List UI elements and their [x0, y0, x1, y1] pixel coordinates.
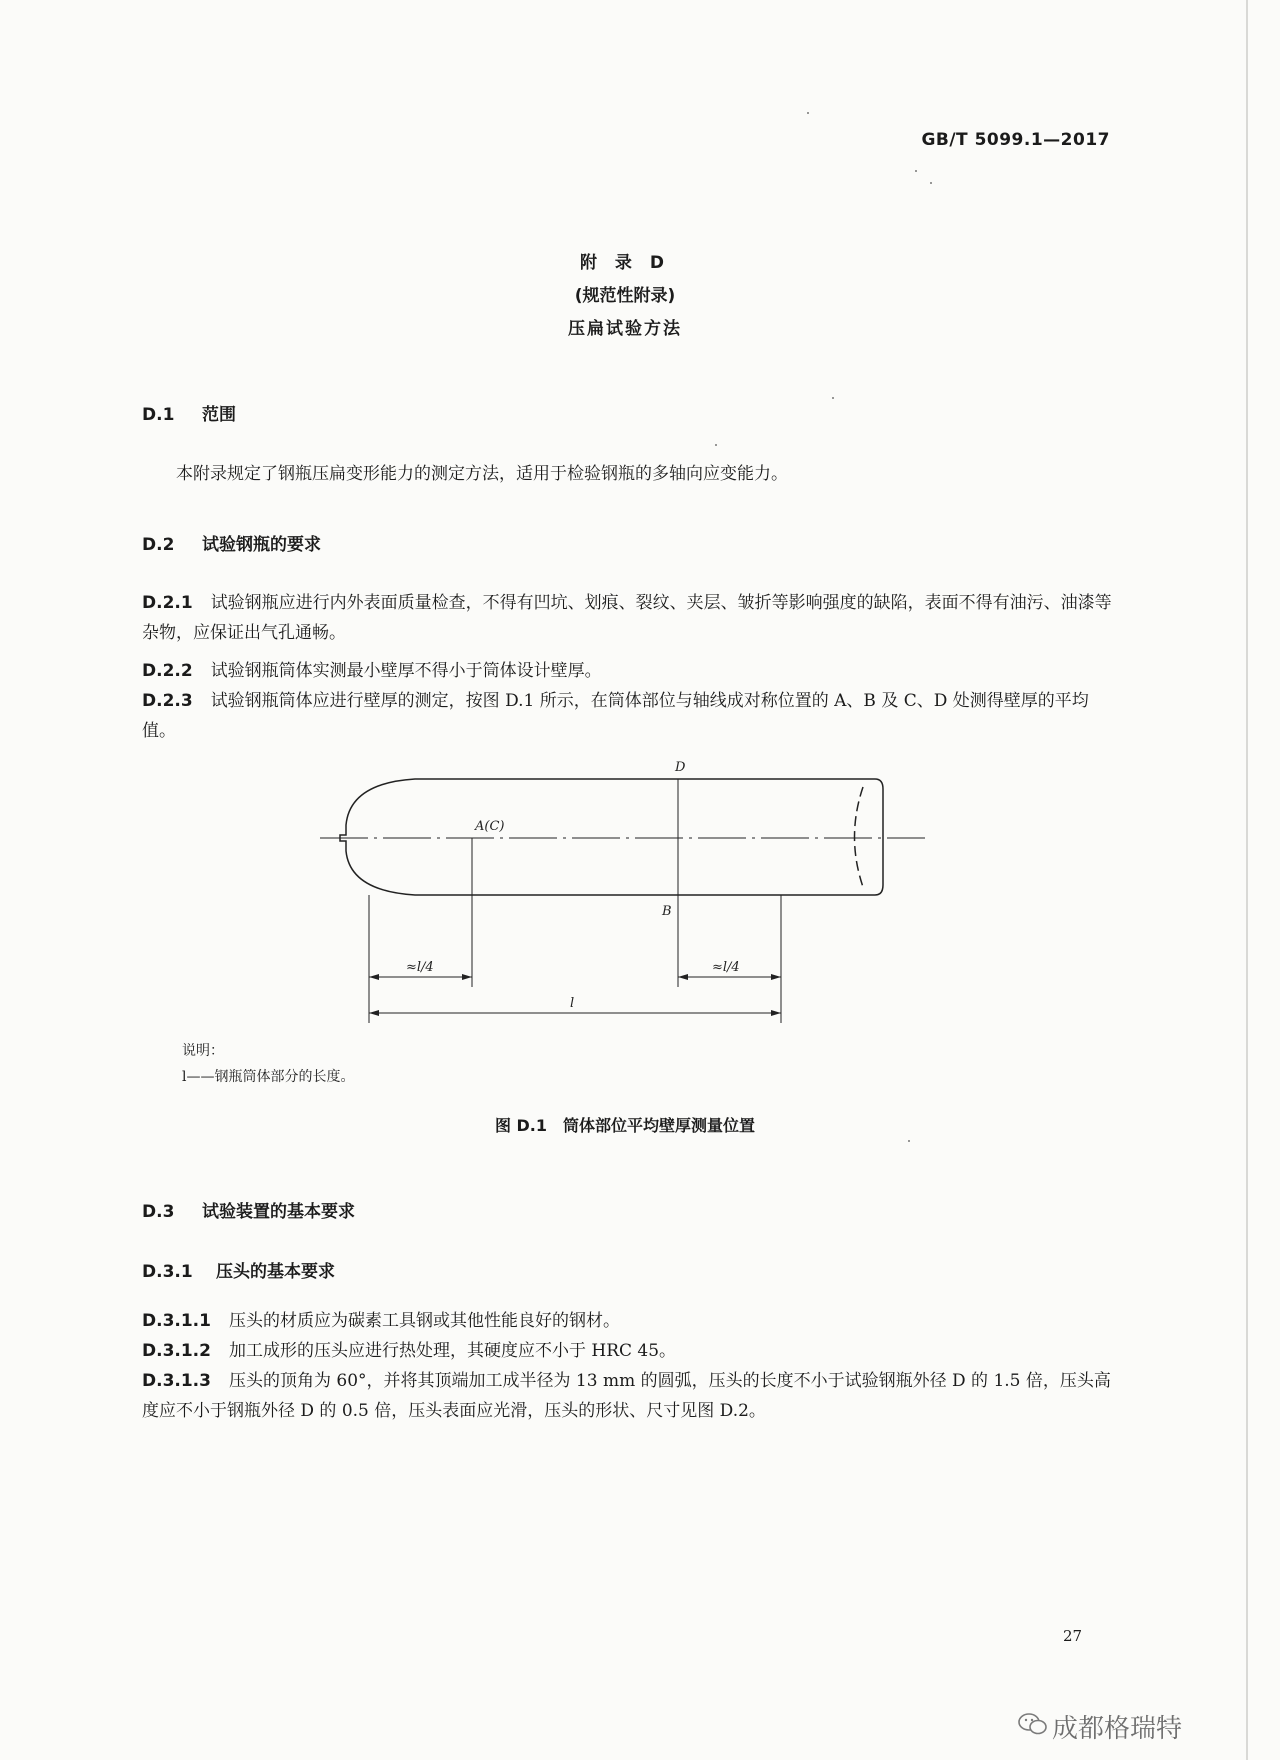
- scan-speck: [915, 170, 917, 172]
- section-number: D.3.1: [142, 1262, 193, 1282]
- label-quarter-left: ≈l/4: [406, 960, 434, 975]
- section-d3-1-heading: [142, 1257, 335, 1282]
- arrow: [462, 974, 472, 980]
- page-number: 27: [1063, 1627, 1083, 1645]
- clause-d3-1-1: [142, 1306, 1112, 1336]
- legend-item: l——钢瓶筒体部分的长度。: [182, 1069, 355, 1085]
- section-title: 压头的基本要求: [216, 1262, 335, 1282]
- chat-bubble-icon: [1018, 1712, 1048, 1736]
- scan-speck: [908, 1140, 910, 1142]
- annex-title: 附 录 D: [580, 253, 670, 273]
- clause-text: 试验钢瓶筒体应进行壁厚的测定，按图 D.1 所示，在筒体部位与轴线成对称位置的 A、B 及 C、D 处测得壁厚的平均值。: [142, 691, 1089, 741]
- section-number: D.3: [142, 1202, 175, 1222]
- clause-number: D.2.3: [142, 691, 193, 711]
- label-quarter-right: ≈l/4: [712, 960, 740, 975]
- label-ac: A(C): [475, 819, 505, 834]
- clause-text: 试验钢瓶应进行内外表面质量检查，不得有凹坑、划痕、裂纹、夹层、皱折等影响强度的缺陷，表面不得有油污、油漆等杂物，应保证出气孔通畅。: [142, 593, 1112, 643]
- standard-code: GB/T 5099.1—2017: [921, 130, 1110, 150]
- clause-number: D.3.1.3: [142, 1371, 211, 1391]
- section-d1-text: 本附录规定了钢瓶压扁变形能力的测定方法，适用于检验钢瓶的多轴向应变能力。: [176, 464, 788, 484]
- clause-number: D.2.2: [142, 661, 193, 681]
- clause-number: D.3.1.1: [142, 1311, 211, 1331]
- clause-d2-1: [142, 588, 1112, 648]
- clause-text: 加工成形的压头应进行热处理，其硬度应不小于 HRC 45。: [228, 1341, 677, 1361]
- scan-speck: [930, 182, 932, 184]
- clause-d3-1-3: [142, 1366, 1112, 1426]
- section-number: D.1: [142, 405, 175, 425]
- clause-text: 压头的顶角为 60°，并将其顶端加工成半径为 13 mm 的圆弧，压头的长度不小于试验钢瓶外径 D 的 1.5 倍，压头高度应不小于钢瓶外径 D 的 0.5 倍，压头表面应光滑，压头的形状、尺寸见图 D.2。: [142, 1371, 1111, 1421]
- section-d3-heading: [142, 1197, 355, 1222]
- scan-speck: [807, 112, 809, 114]
- clause-d2-2: [142, 656, 1112, 686]
- cylinder-base-arc: [855, 787, 864, 887]
- section-number: D.2: [142, 535, 175, 555]
- section-title: 试验装置的基本要求: [202, 1202, 355, 1222]
- section-d1-heading: [142, 400, 236, 425]
- section-d2-heading: [142, 530, 321, 555]
- section-title: 范围: [202, 405, 236, 425]
- watermark: 成都格瑞特: [1052, 1714, 1183, 1744]
- clause-text: 压头的材质应为碳素工具钢或其他性能良好的钢材。: [228, 1311, 620, 1331]
- legend-title: 说明：: [182, 1043, 224, 1059]
- arrow: [369, 974, 379, 980]
- cylinder-diagram: [320, 755, 940, 1035]
- arrow: [678, 974, 688, 980]
- arrow: [771, 974, 781, 980]
- arrow: [369, 1010, 379, 1016]
- annex-type: (规范性附录): [574, 286, 676, 306]
- arrow: [771, 1010, 781, 1016]
- clause-number: D.2.1: [142, 593, 193, 613]
- clause-d3-1-2: [142, 1336, 1112, 1366]
- annex-name: 压扁试验方法: [568, 319, 682, 339]
- label-b: B: [662, 904, 672, 919]
- label-length: l: [570, 996, 575, 1011]
- cylinder-outline: [340, 779, 883, 895]
- section-title: 试验钢瓶的要求: [202, 535, 321, 555]
- clause-number: D.3.1.2: [142, 1341, 211, 1361]
- clause-text: 试验钢瓶筒体实测最小壁厚不得小于筒体设计壁厚。: [210, 661, 602, 681]
- label-d: D: [675, 760, 686, 775]
- scan-speck: [832, 397, 834, 399]
- clause-d2-3: [142, 686, 1112, 746]
- scan-speck: [715, 444, 717, 446]
- figure-caption: 图 D.1 筒体部位平均壁厚测量位置: [494, 1116, 756, 1135]
